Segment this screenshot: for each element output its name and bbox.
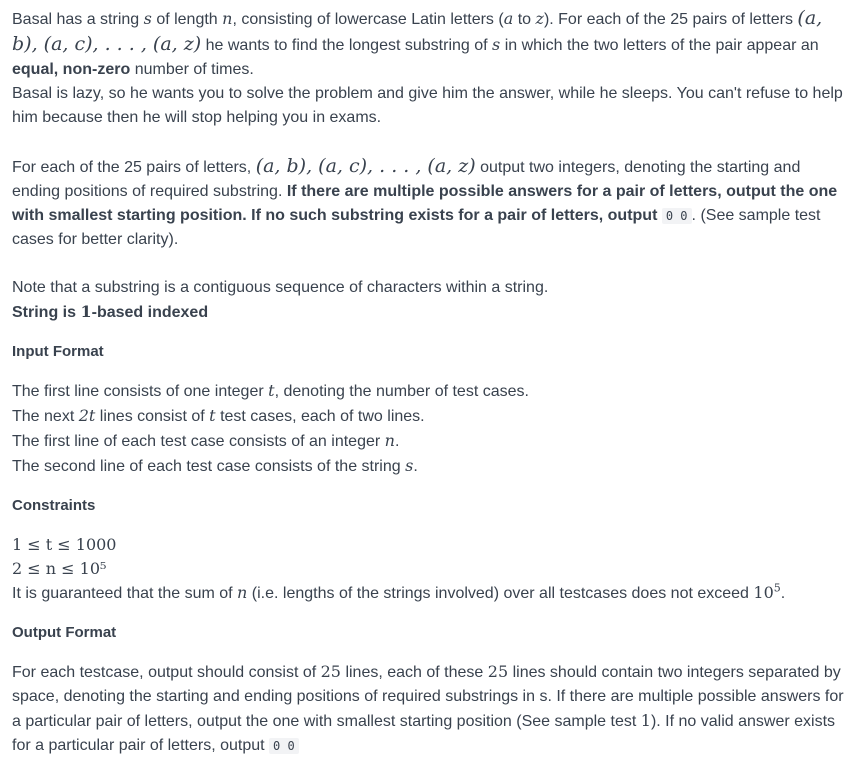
statement-paragraph-3: For each of the 25 pairs of letters, (a, b), (a, c), . . . , (a, z) output two integers, denoting the starting and ending positions of required substring. If there are multiple possible answers for a pair of letters, output the one with smallest starting position. If no such substring exists for a pair of letters, output 0 0 . (See sample test cases for better clarity). [12, 155, 838, 248]
output-format-heading: Output Format [12, 624, 117, 641]
input-format-heading: Input Format [12, 343, 104, 360]
indexing-note: String is 1-based indexed [12, 302, 209, 321]
constraint-n: 2 ≤ n ≤ 10⁵ [12, 559, 107, 578]
constraint-sum: It is guaranteed that the sum of n (i.e. lengths of the strings involved) over all testcases does not exceed $10^5$. [12, 581, 786, 602]
statement-note: Note that a substring is a contiguous sequence of characters within a string. [12, 279, 549, 296]
statement-paragraph-2: Basal is lazy, so he wants you to solve the problem and give him the answer, while he sleeps. You can't refuse to help him because then he will stop helping you in exams. [12, 85, 843, 126]
zero-zero-code: 0 0 [662, 208, 692, 224]
constraints-heading: Constraints [12, 497, 96, 514]
output-description: For each testcase, output should consist of 25 lines, each of these 25 lines should contain two integers separated by space, denoting the starting and ending positions of required substrings in s. If there are multiple possible answers for a particular pair of letters, output the one with smallest starting position (See sample test 1). If no valid answer exists for a particular pair of letters, output 0 0 [12, 662, 844, 754]
input-line-2: The next 2t lines consist of t test cases, each of two lines. [12, 406, 425, 425]
zero-zero-code: 0 0 [269, 738, 299, 754]
constraint-t: 1 ≤ t ≤ 1000 [12, 535, 117, 554]
input-line-3: The first line of each test case consists of an integer n. [12, 431, 400, 450]
input-line-4: The second line of each test case consists of the string s. [12, 456, 418, 475]
statement-paragraph-1: Basal has a string s of length n, consisting of lowercase Latin letters (a to z). For each of the 25 pairs of letters (a, b), (a, c), . . . , (a, z) he wants to find the longest substring of s in which the two letters of the pair appear an equal, non-zero number of times. [12, 7, 823, 78]
input-line-1: The first line consists of one integer t, denoting the number of test cases. [12, 381, 529, 400]
